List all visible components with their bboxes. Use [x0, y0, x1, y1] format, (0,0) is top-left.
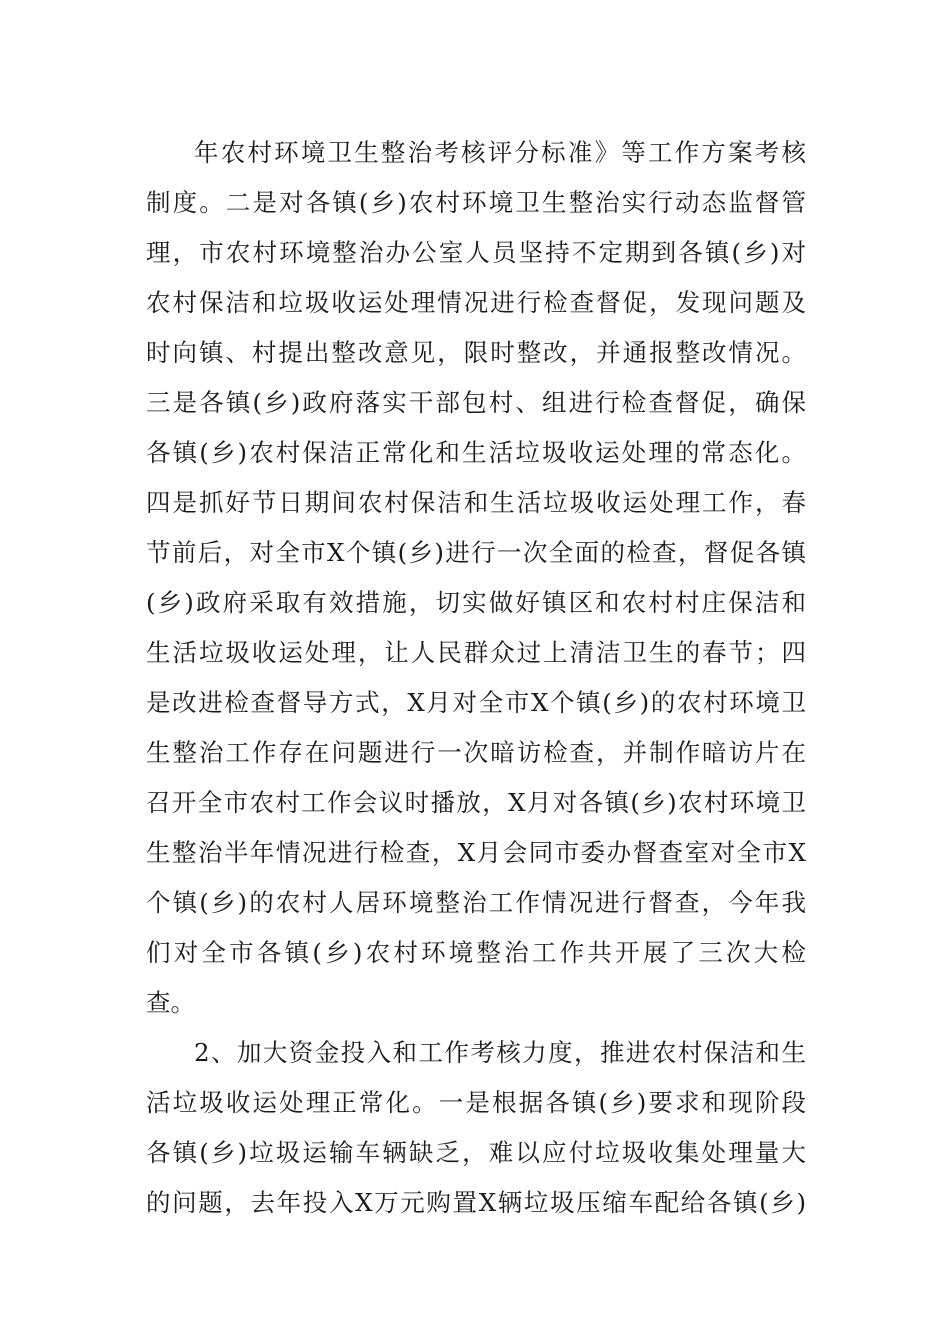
text-line: 生整治半年情况进行检查，X月会同市委办督查室对全市X — [146, 838, 806, 867]
text-line: 召开全市农村工作会议时播放，X月对各镇(乡)农村环境卫 — [146, 788, 806, 817]
text-line: 三是各镇(乡)政府落实干部包村、组进行检查督促，确保 — [146, 388, 806, 417]
text-line: 生活垃圾收运处理，让人民群众过上清洁卫生的春节；四 — [146, 638, 806, 667]
text-line: 们对全市各镇(乡)农村环境整治工作共开展了三次大检 — [146, 938, 806, 967]
text-line: 活垃圾收运处理正常化。一是根据各镇(乡)要求和现阶段 — [146, 1088, 806, 1117]
text-line: 各镇(乡)农村保洁正常化和生活垃圾收运处理的常态化。 — [146, 438, 806, 467]
text-line: 各镇(乡)垃圾运输车辆缺乏，难以应付垃圾收集处理量大 — [146, 1138, 806, 1167]
text-line: 四是抓好节日期间农村保洁和生活垃圾收运处理工作，春 — [146, 488, 806, 517]
text-line: 查。 — [146, 988, 195, 1017]
text-line: (乡)政府采取有效措施，切实做好镇区和农村村庄保洁和 — [146, 588, 806, 617]
text-line: 年农村环境卫生整治考核评分标准》等工作方案考核 — [194, 138, 806, 167]
text-line: 农村保洁和垃圾收运处理情况进行检查督促，发现问题及 — [146, 288, 806, 317]
text-line: 理，市农村环境整治办公室人员坚持不定期到各镇(乡)对 — [146, 238, 806, 267]
text-line: 节前后，对全市X个镇(乡)进行一次全面的检查，督促各镇 — [146, 538, 806, 567]
text-line: 生整治工作存在问题进行一次暗访检查，并制作暗访片在 — [146, 738, 806, 767]
text-line: 个镇(乡)的农村人居环境整治工作情况进行督查，今年我 — [146, 888, 806, 917]
text-line: 制度。二是对各镇(乡)农村环境卫生整治实行动态监督管 — [146, 188, 806, 217]
text-line: 时向镇、村提出整改意见，限时整改，并通报整改情况。 — [146, 338, 806, 367]
text-line: 的问题，去年投入X万元购置X辆垃圾压缩车配给各镇(乡) — [146, 1188, 806, 1217]
text-line: 2、加大资金投入和工作考核力度，推进农村保洁和生 — [194, 1038, 806, 1067]
text-line: 是改进检查督导方式，X月对全市X个镇(乡)的农村环境卫 — [146, 688, 806, 717]
